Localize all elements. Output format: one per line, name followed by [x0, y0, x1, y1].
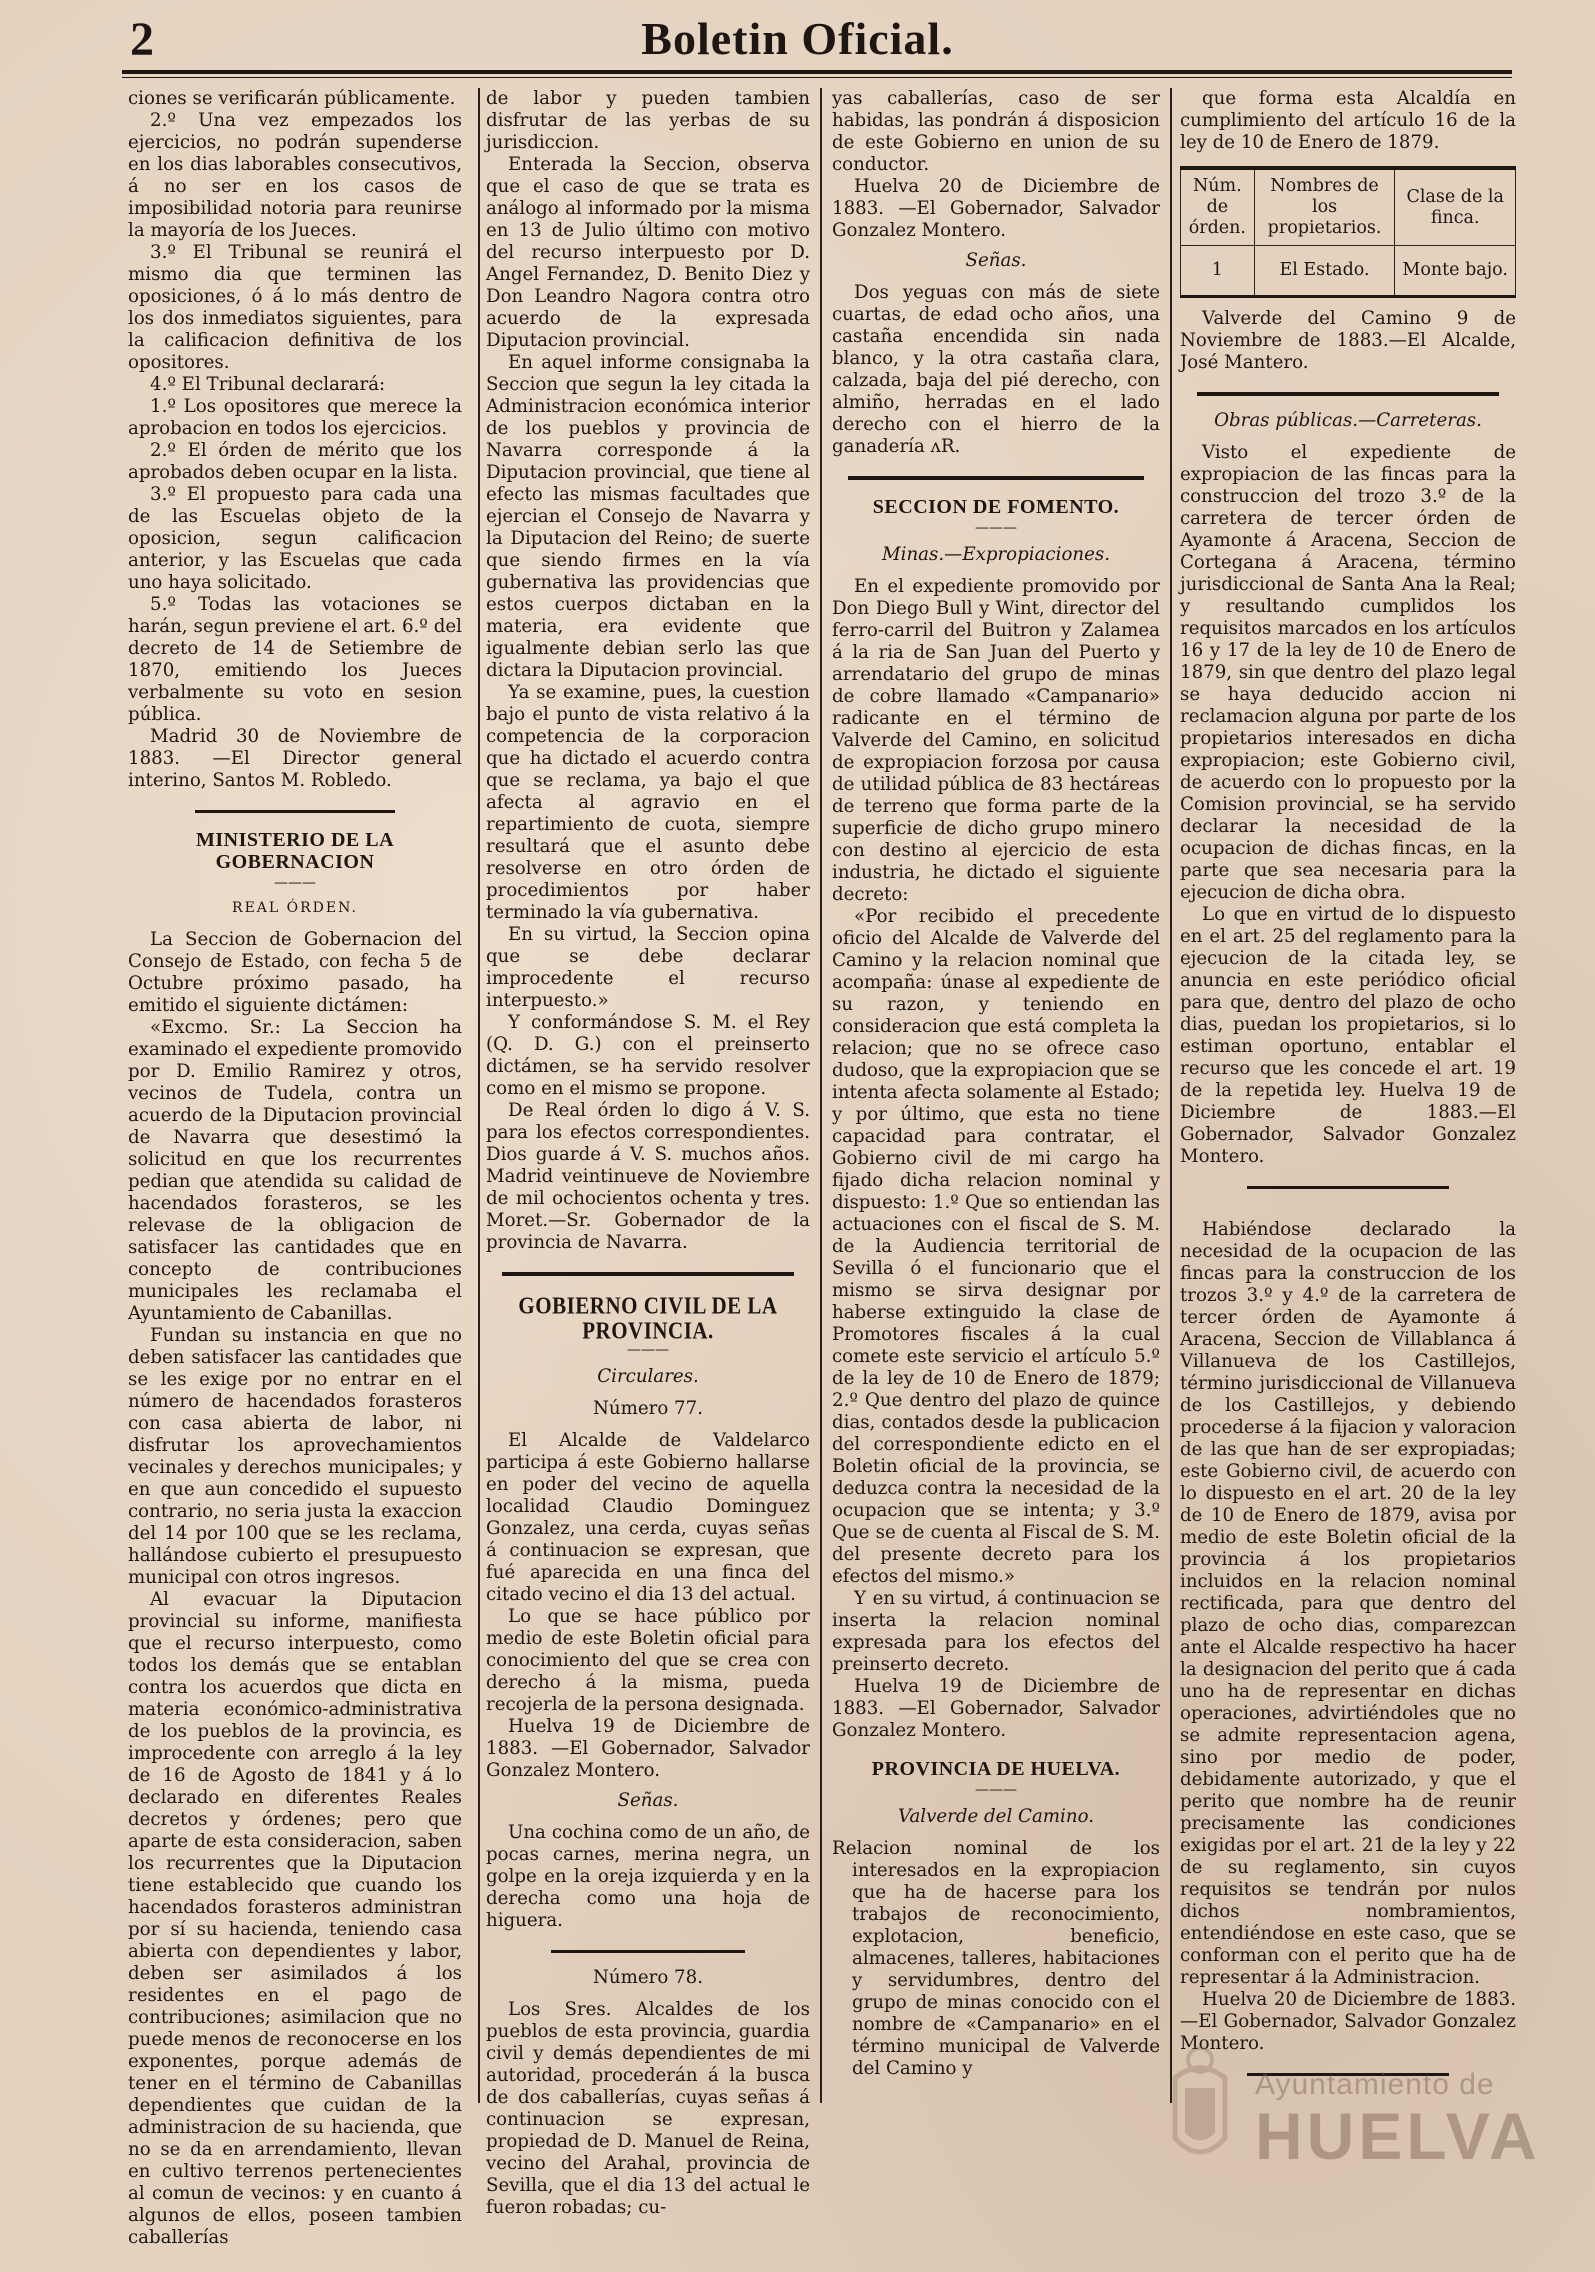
section-separator — [551, 1950, 745, 1953]
section-heading: SECCION DE FOMENTO. — [872, 496, 1120, 518]
column-1 — [128, 88, 462, 2248]
column-4 — [1180, 88, 1516, 2228]
ornament: ——— — [975, 520, 1017, 536]
table-header-cell: Nombres de los propietarios. — [1254, 168, 1395, 246]
table-header-cell: Núm. de órden. — [1181, 168, 1255, 246]
subheading: REAL ÓRDEN. — [232, 900, 358, 916]
column-divider — [478, 88, 480, 2103]
table-cell: 1 — [1181, 246, 1255, 297]
paragraph: 1.º Los opositores que merece la aprobacion en todos los ejercicios. — [128, 396, 462, 439]
section-separator — [848, 476, 1143, 480]
column-divider — [1170, 88, 1172, 2103]
paragraph: Dos yeguas con más de siete cuartas, de edad ocho años, una castaña encendida sin nada blanco, y la otra castaña clara, calzada, baja del pié derecho, con almiño, herradas en el lado derecho con el hierro de la ganadería ʌR. — [832, 282, 1160, 457]
paragraph: Lo que se hace público por medio de este Boletin oficial para conocimiento del que se crea con derecho á la misma, pueda recojerla de la persona designada. — [486, 1606, 810, 1715]
section-separator — [195, 810, 395, 813]
paragraph: de labor y pueden tambien disfrutar de las yerbas de su jurisdiccion. — [486, 88, 810, 153]
subheading: Señas. — [965, 250, 1027, 271]
paragraph: 3.º El Tribunal se reunirá el mismo dia que terminen las oposiciones, ó á lo más dentro de los dos inmediatos siguientes, para la calificacion definitiva de los opositores. — [128, 242, 462, 373]
archive-watermark — [1255, 2068, 1541, 2174]
paragraph: 5.º Todas las votaciones se harán, segun previene el art. 6.º del decreto de 14 de Setiembre de 1870, emitiendo los Jueces verbalmente su voto en sesion pública. — [128, 594, 462, 725]
paragraph: El Alcalde de Valdelarco participa á este Gobierno hallarse en poder del vecino de aquella localidad Claudio Dominguez Gonzalez, una cerda, cuyas señas á continuacion se expresan, que fué aparecida en una finca del citado vecino el dia 13 del actual. — [486, 1430, 810, 1605]
signature-line: Huelva 20 de Diciembre de 1883. —El Gobernador, Salvador Gonzalez Montero. — [1180, 1989, 1516, 2054]
paragraph: Los Sres. Alcaldes de los pueblos de esta provincia, guardia civil y demás dependientes de mi autoridad, procederán á la busca de dos caballerías, cuyas señas á continuacion se expresan, propiedad de D. Manuel de Reina, vecino del Arahal, provincia de Sevilla, que el dia 13 del actual le fueron robadas; cu- — [486, 1999, 810, 2218]
section-separator — [502, 1272, 794, 1276]
ornament: ——— — [627, 1342, 669, 1358]
masthead-title: Boletin Oficial. — [641, 13, 954, 64]
ornament: ——— — [975, 1782, 1017, 1798]
paragraph: Y conformándose S. M. el Rey (Q. D. G.) con el preinserto dictámen, se ha servido resolver como en el mismo se propone. — [486, 1012, 810, 1099]
paragraph: que forma esta Alcaldía en cumplimiento del artículo 16 de la ley de 10 de Enero de 1879. — [1180, 88, 1516, 153]
paragraph: Ya se examine, pues, la cuestion bajo el punto de vista relativo á la competencia de la corporacion que ha dictado el acuerdo contra que se reclama, ya bajo el que afecta al agravio en el repartimiento de cuota, siempre resultará que el asunto debe resolverse en otro órden de procedimientos por haber terminado la vía gubernativa. — [486, 682, 810, 923]
paragraph: En aquel informe consignaba la Seccion que segun la ley citada la Administracion económica interior de los pueblos y provincia de Navarra corresponde á la Diputacion provincial, que tiene al efecto las mismas facultades que ejercian el Consejo de Navarra y la Diputacion del Reino; de suerte que siendo firmes en la vía gubernativa las providencias que estos cuerpos dictaban en la materia, era evidente que igualmente debian serlo las que dictara la Diputacion provincial. — [486, 352, 810, 681]
section-separator — [1247, 1186, 1449, 1189]
paragraph: Enterada la Seccion, observa que el caso de que se trata es análogo al informado por la misma en 13 de Julio último con motivo del recurso interpuesto por D. Angel Fernandez, D. Benito Diez y Don Leandro Nagora contra otro acuerdo de la expresada Diputacion provincial. — [486, 154, 810, 351]
coat-of-arms-icon — [1165, 2038, 1235, 2170]
paragraph: Fundan su instancia en que no deben satisfacer las cantidades que se les exige por no entrar en el número de hacendados forasteros con casa abierta de labor, ni disfrutar los aprovechamientos vecinales y derechos municipales; y en que aun concedido el supuesto contrario, no seria justa la exaccion del 14 por 100 que se les reclama, hallándose cubierto el presupuesto municipal con otros ingresos. — [128, 1325, 462, 1588]
paragraph: 2.º Una vez empezados los ejercicios, no podrán supenderse en los dias laborables consecutivos, á no ser en los casos de imposibilidad notoria para reunirse la mayoría de los Jueces. — [128, 110, 462, 241]
table-row — [1181, 246, 1516, 297]
subheading: Valverde del Camino. — [898, 1806, 1094, 1827]
spacer — [1180, 1203, 1516, 1219]
header-rule — [122, 70, 1512, 74]
paragraph: La Seccion de Gobernacion del Consejo de Estado, con fecha 5 de Octubre próximo pasado, ha emitido el siguiente dictámen: — [128, 929, 462, 1016]
signature-line: Madrid 30 de Noviembre de 1883. —El Director general interino, Santos M. Robledo. — [128, 726, 462, 791]
table-cell: Monte bajo. — [1395, 246, 1516, 297]
paragraph: Relacion nominal de los interesados en la expropiacion que ha de hacerse para los trabajos de reconocimiento, explotacion, beneficio, almacenes, talleres, habitaciones y servidumbres, dentro del grupo de minas conocido con el nombre de «Campanario» en el término municipal de Valverde del Camino y — [832, 1838, 1160, 2079]
column-3 — [832, 88, 1160, 2228]
signature-line: Huelva 20 de Diciembre de 1883. —El Gobernador, Salvador Gonzalez Montero. — [832, 176, 1160, 241]
paragraph: Visto el expediente de expropiacion de las fincas para la construccion del trozo 3.º de la carretera de tercer órden de Ayamonte á Aracena, Seccion de Cortegana á Aracena, término jurisdiccional de Santa Ana la Real; y resultando cumplidos los requisitos marcados en los artículos 16 y 17 de la ley de 10 de Enero de 1879, sin que dentro del plazo legal se haya deducido accion ni reclamacion alguna por parte de los propietarios interesados en dicha expropiacion; este Gobierno civil, de acuerdo con lo propuesto por la Comision provincial, se ha servido declarar la necesidad de la ocupacion de dichas fincas, en la parte que sea necesaria para la ejecucion de dicha obra. — [1180, 442, 1516, 903]
watermark-line: Ayuntamiento de — [1255, 2068, 1495, 2101]
paragraph: Al evacuar la Diputacion provincial su informe, manifiesta que el recurso interpuesto, como todos los demás que se entablan contra los acuerdos que dicta en materia económico-administrativa de los pueblos de la provincia, es improcedente con arreglo á la ley de 16 de Agosto de 1841 y á lo declarado en diferentes Reales decretos y órdenes; pero que aparte de esta consideracion, saben los recurrentes que la Diputacion tiene establecido que cuando los hacendados forasteros administran por sí su hacienda, teniendo casa abierta con dependientes y labor, deben ser asimilados á los residentes en el pago de contribuciones; asimilacion que no puede menos de reconocerse en los exponentes, porque además de tener en el término de Cabanillas dependientes que cuidan de la administracion de su hacienda, que no se da en arrendamiento, llevan en cultivo terrenos pertenecientes al comun de vecinos: y en cuanto á algunos de ellos, poseen tambien caballerías — [128, 1589, 462, 2248]
subheading: Obras públicas.—Carreteras. — [1214, 410, 1482, 431]
paragraph: En su virtud, la Seccion opina que se debe declarar improcedente el recurso interpuesto.» — [486, 924, 810, 1011]
paragraph: 2.º El órden de mérito que los aprobados deben ocupar en la lista. — [128, 440, 462, 483]
paragraph: «Por recibido el precedente oficio del Alcalde de Valverde del Camino y la relacion nominal que acompaña: únase al expediente de su razon, y teniendo en consideracion que está completa la relacion; que no se ofrece caso dudoso, que la expropiacion que se intenta afecta solamente al Estado; y por último, que esta no tiene capacidad para contratar, el Gobierno civil de mi cargo ha fijado dicha relacion nominal y dispuesto: 1.º Que so entiendan las actuaciones con el fiscal de S. M. de la Audiencia territorial de Sevilla ó el funcionario que el mismo se sirva designar por haberse extinguido la clase de Promotores fiscales á la cual comete este servicio el artículo 5.º de la ley de 10 de Enero de 1879; 2.º Que dentro del plazo de quince dias, contados desde la publicacion del correspondiente edicto en el Boletin oficial de la provincia, se deduzca contra la necesidad de la ocupacion que se intenta; y 3.º Que se de cuenta al Fiscal de S. M. del presente decreto para los efectos del mismo.» — [832, 906, 1160, 1587]
table-header-cell: Clase de la finca. — [1395, 168, 1516, 246]
watermark-line: HUELVA — [1255, 2099, 1541, 2173]
subheading: Minas.—Expropiaciones. — [882, 544, 1110, 565]
paragraph: En el expediente promovido por Don Diego Bull y Wint, director del ferro-carril del Buitron y Zalamea á la ria de San Juan del Puerto y arrendatario del grupo de minas de cobre llamado «Campanario» radicante en el término de Valverde del Camino, en solicitud de expropiacion forzosa por causa de utilidad pública de 83 hectáreas de terreno que forma parte de la superficie de dicho grupo minero con destino al ejercicio de esta industria, he dictado el siguiente decreto: — [832, 576, 1160, 905]
number-heading: Número 77. — [593, 1398, 703, 1419]
ornament: ——— — [274, 875, 316, 891]
paragraph: Habiéndose declarado la necesidad de la ocupacion de las fincas para la construccion de los trozos 3.º y 4.º de la carretera de tercer órden de Ayamonte á Aracena, Seccion de Villablanca á Villanueva de los Castillejos, término jurisdiccional de Villanueva de los Castillejos, y debiendo procederse á la fijacion y valoracion de las que han de ser expropiadas; este Gobierno civil, de acuerdo con lo dispuesto en el art. 20 de la ley de 10 de Enero de 1879, avisa por medio de este Boletin oficial de la provincia á los propietarios incluidos en la relacion nominal rectificada, para que dentro del plazo de ocho dias, comparezcan ante el Alcalde respectivo ha hacer la designacion del perito que á cada uno ha de representar en dichas operaciones, advirtiéndoles que no se admite representacion agena, sino por medio de poder, debidamente autorizado, y que el perito que nombre ha de reunir precisamente las condiciones exigidas por el art. 21 de la ley y 22 de su reglamento, sin cuyos requisitos se tendrán por nulos dichos nombramientos, entendiéndose en este caso, que se conforman con el perito que ha de representar á la Administracion. — [1180, 1219, 1516, 1988]
header-rule-thin — [122, 77, 1512, 78]
section-heading: MINISTERIO DE LA GOBERNACION — [195, 829, 395, 873]
nominal-relation-table — [1180, 166, 1516, 298]
column-2 — [486, 88, 810, 2228]
paragraph: «Excmo. Sr.: La Seccion ha examinado el expediente promovido por D. Emilio Ramirez y otros, vecinos de Tudela, contra un acuerdo de la Diputacion provincial de Navarra que desestimó la solicitud en que los recurrentes pedian que atendida su calidad de hacendados forasteros, se les relevase de la obligacion de satisfacer las cantidades que en concepto de contribuciones municipales les reclamaba el Ayuntamiento de Cabanillas. — [128, 1017, 462, 1324]
subheading: Señas. — [617, 1790, 679, 1811]
page-number: 2 — [130, 13, 154, 66]
table-cell: El Estado. — [1254, 246, 1395, 297]
signature-line: Valverde del Camino 9 de Noviembre de 1883.—El Alcalde, José Mantero. — [1180, 308, 1516, 373]
column-divider — [820, 88, 822, 2103]
table-header-row — [1181, 168, 1516, 246]
paragraph: Una cochina como de un año, de pocas carnes, merina negra, un golpe en la oreja izquierda y en la derecha como una hoja de higuera. — [486, 1822, 810, 1931]
paragraph: yas caballerías, caso de ser habidas, las pondrán á disposicion de este Gobierno en union de su conductor. — [832, 88, 1160, 175]
paragraph: ciones se verificarán públicamente. — [128, 88, 456, 109]
number-heading: Número 78. — [593, 1967, 703, 1988]
paragraph: De Real órden lo digo á V. S. para los efectos correspondientes. Dios guarde á V. S. muchos años. Madrid veintinueve de Noviembre de mil ochocientos ochenta y tres. Moret.—Sr. Gobernador de la provincia de Navarra. — [486, 1100, 810, 1253]
subheading: Circulares. — [597, 1366, 699, 1387]
signature-line: Huelva 19 de Diciembre de 1883. —El Gobernador, Salvador Gonzalez Montero. — [832, 1676, 1160, 1741]
paragraph: 3.º El propuesto para cada una de las Escuelas objeto de la oposicion, segun calificacion anterior, y las Escuelas que cada uno haya solicitado. — [128, 484, 462, 593]
paragraph: Lo que en virtud de lo dispuesto en el art. 25 del reglamento para la ejecucion de la citada ley, se anuncia en este periódico oficial para que, dentro del plazo de ocho dias, puedan los propietarios, si lo estiman oportuno, entablar el recurso que les concede el art. 19 de la repetida ley. Huelva 19 de Diciembre de 1883.—El Gobernador, Salvador Gonzalez Montero. — [1180, 904, 1516, 1167]
section-heading: PROVINCIA DE HUELVA. — [871, 1758, 1121, 1780]
signature-line: Huelva 19 de Diciembre de 1883. —El Gobernador, Salvador Gonzalez Montero. — [486, 1716, 810, 1781]
paragraph: Y en su virtud, á continuacion se inserta la relacion nominal expresada para los efectos del preinserto decreto. — [832, 1588, 1160, 1675]
paragraph: 4.º El Tribunal declarará: — [150, 374, 386, 395]
section-separator — [1197, 392, 1499, 396]
section-heading: GOBIERNO CIVIL DE LA PROVINCIA. — [518, 1291, 778, 1345]
